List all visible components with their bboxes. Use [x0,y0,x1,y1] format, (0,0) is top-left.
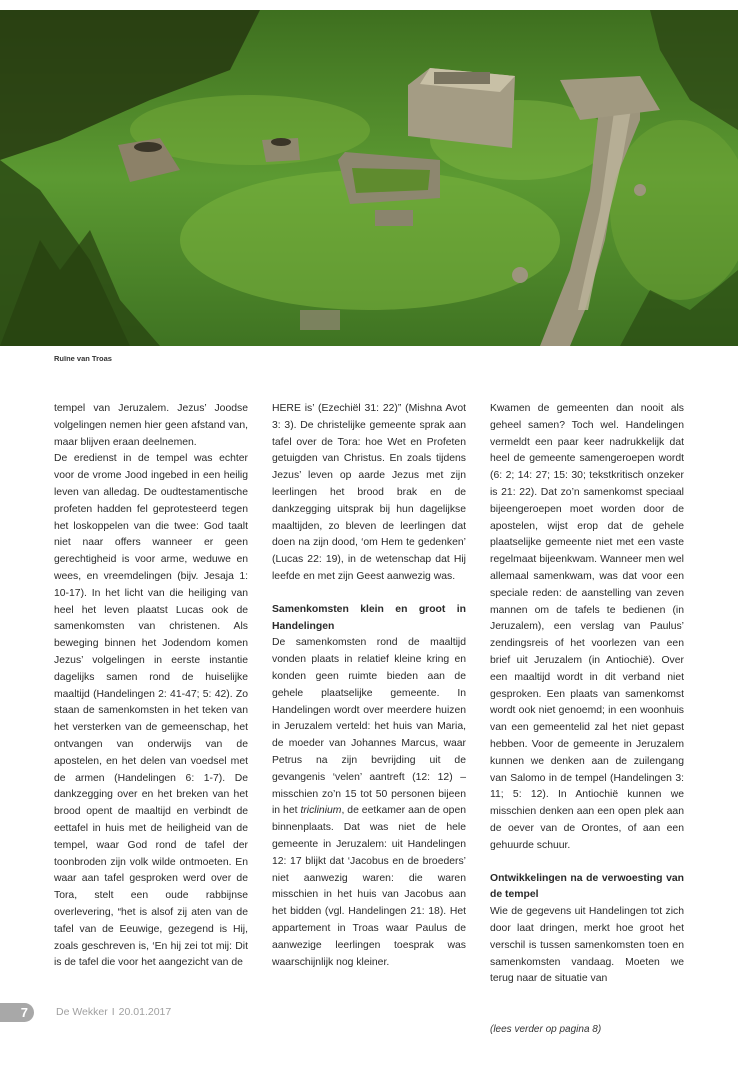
paragraph: HERE is’ (Ezechiël 31: 22)” (Mishna Avot 3: 3). De christelijke gemeente sprak aan tafel over de Tora: hoe Wet en Profeten getuigden van Christus. En zoals tijdens Jezus’ leven op aarde Jezus met zijn leerlingen het brood brak en de dankzegging uitsprak bij hun dagelijkse maaltijden, zo bleven de leerlingen dat doen na zijn dood, ‘om Hem te gedenken’ (Lucas 22: 19), in de wetenschap dat Hij leefde en met zijn Geest aanwezig was. [272,403,466,582]
photo-caption: Ruïne van Troas [54,354,112,363]
paragraph-text: De samenkomsten rond de maaltijd vonden plaats in relatief kleine kring en konden geen ruimte bieden aan de gehele plaatselijke gemeente. In Handelingen wordt over meerdere huizen in Jeruzalem verteld: het huis van Maria, de moeder van Johannes Marcus, waar Petrus na zijn bevrijding uit de gevangenis ‘velen’ aantreft (12: 12) – misschien zo’n 15 tot 50 personen bijeen in het [272,637,466,817]
footer [56,1006,171,1018]
paragraph: tempel van Jeruzalem. Jezus’ Joodse volgelingen nemen hier geen afstand van, maar blijven eraan deelnemen. [54,403,248,448]
footer-separator: I [111,1006,115,1018]
paragraph-text: , de eetkamer aan de open binnenplaats. Dat was niet de hele gemeente in Jeruzalem: uit Handelingen 12: 17 blijkt dat ‘Jacobus en de broeders’ niet aanwezig waren: die waren misschien in het huis van Jacobus aan het bidden (vgl. Handelingen 21: 18). Het appartement in Troas waar Paulus de aanwezige leerlingen toesprak was waarschijnlijk nog kleiner. [272,805,466,968]
issue-date: 20.01.2017 [118,1006,172,1018]
paragraph [272,635,466,971]
column-2 [272,401,466,971]
column-1 [54,401,248,972]
section-heading: Ontwikkelingen na de verwoesting van de tempel [490,872,684,901]
ruins-photo [0,10,738,346]
section-heading: Samenkomsten klein en groot in Handelingen [272,603,466,632]
italic-term: triclinium [300,805,342,817]
paragraph: Kwamen de gemeenten dan nooit als geheel samen? Toch wel. Handelingen vermeldt een paar keer nadrukkelijk dat heel de gemeente samengeroepen wordt (6: 2; 14: 27; 15: 30; tekstkritisch onzeker is 21: 22). Dat zo’n samenkomst speciaal bijeengeroepen moet worden door de apostelen, wijst erop dat de gehele plaatselijke gemeente niet met een vaste regelmaat bijeenkwam. Wanneer men wel allemaal samenkwam, was dat voor een speciale reden: de aanstelling van zeven mannen om de tafels te bedienen (in Jeruzalem), een verslag van Paulus’ zendingsreis of het voorlezen van een brief uit Jeruzalem (in Antiochië). Over een maaltijd wordt in dit verband niet gesproken. Een plaats van samenkomst wordt ook niet genoemd; in een woonhuis van een gemeentelid zal het niet gepast hebben. Voor de gemeente in Jeruzalem kunnen we denken aan de zuilengang van Salomo in de tempel (Handelingen 3: 11; 5: 12). In Antiochië kunnen we misschien denken aan een open plek aan de oever van de Orontes, of aan een gehuurde schuur. [490,403,684,851]
paragraph: De eredienst in de tempel was echter voor de vrome Jood ingebed in een heilig leven van alledag. De oudtestamentische profeten hadden fel geprotesteerd tegen het loskoppelen van die twee: God taalt niet naar offers wanneer er geen gerechtigheid is voor arme, weduwe en wees, en vreemdelingen (bijv. Jesaja 1: 10-17). In het licht van die heiliging van heel het leven plaatst Lucas ook de samenkomsten van christenen. Als beweging binnen het Jodendom komen Jezus’ volgelingen in eerste instantie dagelijks samen rond de huiselijke maaltijd (Handelingen 2: 41-47; 5: 42). Zo staan de samenkomsten in het teken van het versterken van de gemeenschap, het ontvangen van onderwijs van de apostelen, en het delen van voedsel met de armen (Handelingen 6: 1-7). De dankzegging over en het breken van het brood opent de maaltijd en verbindt de eettafel in huis met de heiligheid van de tempel, waar God rond de tafel der toonbroden zijn volk wilde ontmoeten. En waar aan tafel gesproken werd over de Tora, stelt een oude rabbijnse overlevering, “het is alsof zij aten van de tafel van de Eeuwige, gezegend is Hij, zoals geschreven is, ‘En hij zei tot mij: Dit is de tafel die voor het aangezicht van de [54,453,248,969]
publication-name: De Wekker [56,1006,108,1018]
continued-note: (lees verder op pagina 8) [490,1024,602,1035]
column-3 [490,401,684,988]
page-number: 7 [0,1003,34,1022]
paragraph: Wie de gegevens uit Handelingen tot zich door laat dringen, merkt hoe groot het verschil is tussen samenkomsten toen en samenkomsten vandaag. Moeten we terug naar de situatie van [490,906,684,985]
